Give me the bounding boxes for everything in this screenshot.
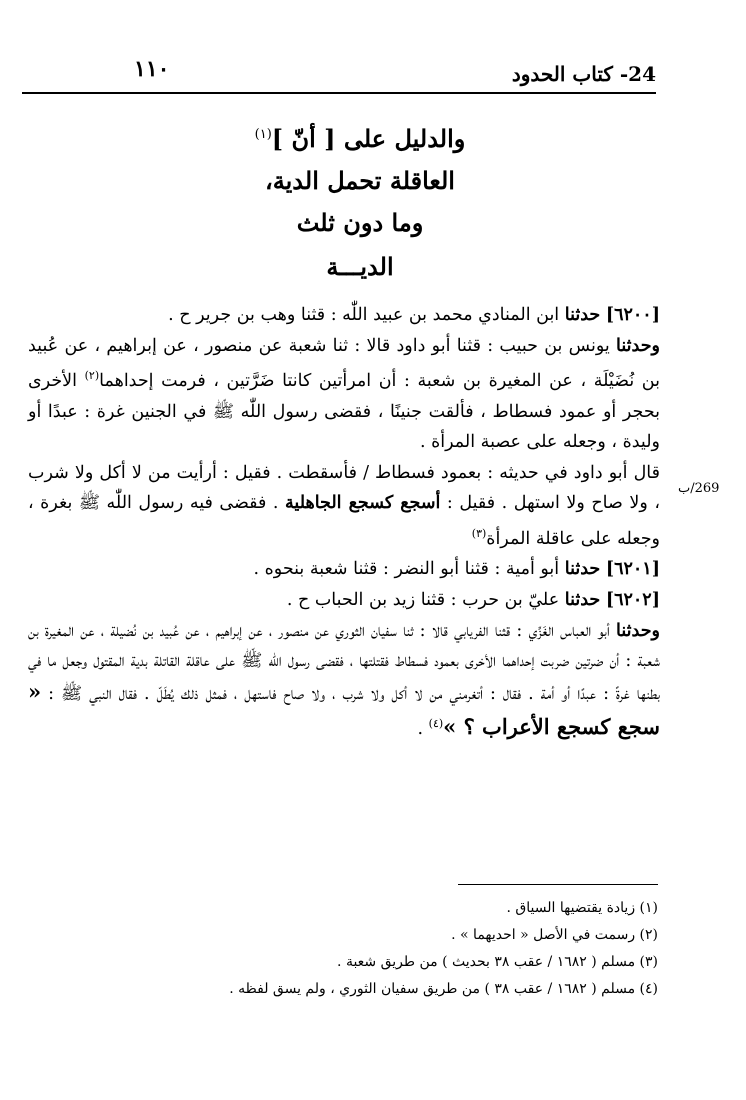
quoted-phrase: « سجع كسجع الأعراب ؟ »	[28, 678, 660, 740]
hadith-6200-chain-2	[28, 331, 660, 458]
sentence-end: .	[417, 719, 424, 740]
section-title-line-2: العاقلة تحمل الدية،	[265, 166, 455, 195]
hadith-6202	[28, 585, 660, 616]
running-title: 24- كتاب الحدود	[511, 62, 656, 86]
narration-text-cont: الأخرى بحجر أو عمود فسطاط ، فألقت جنينًا ، فقضى رسول اللّٰه ﷺ في الجنين غرة : عبدًا أو وليدة ، وجعله على عصبة المرأة .	[28, 371, 660, 453]
header-rule	[22, 92, 656, 94]
footnote-2: (٢) رسمت في الأصل « احديهما » .	[451, 927, 658, 943]
footnotes	[60, 895, 658, 1003]
narration-text: عليّ بن حرب : قثنا زيد بن الحباب ح .	[286, 590, 560, 610]
narration-lead: حدثنا	[564, 559, 601, 580]
footnote-ref-3: (٣)	[471, 526, 487, 540]
page-number: ١١٠	[134, 56, 170, 82]
narration-lead: وحدثنا	[616, 335, 660, 356]
quoted-phrase: أسجع كسجع الجاهلية	[285, 493, 441, 514]
footnote-3: (٣) مسلم ( ١٦٨٢ / عقب ٣٨ بحديث ) من طريق شعبة .	[337, 954, 658, 970]
narration-lead: حدثنا	[564, 590, 601, 610]
hadith-6201	[28, 554, 660, 585]
hadith-number: [٦٢٠٠]	[605, 305, 660, 325]
narration-lead: حدثنا	[564, 305, 601, 325]
manuscript-folio-note: 269/ب	[678, 481, 720, 496]
section-title-line-4: الديـــة	[326, 252, 394, 281]
hadith-number: [٦٢٠٢]	[605, 590, 660, 610]
narration-text: أبو العباس الغَزِّي : قثنا الفريابي قالا : ثنا سفيان الثوري عن منصور ، عن إبراهيم ، عن عُبيد بن نُضيلة ، عن المغيرة بن شعبة : أن ضرتين ضربت إحداهما الأخرى بعمود فسطاط فقتلتها ، فقضى رسول اللّٰه ﷺ على عاقلة القاتلة بدية المقتول وجعل ما في بطنها غرةً : عبدًا أو أمة . فقال : أتغرمني من لا أكل ولا شرب ، ولا صاح فاستهل ، فمثل ذلك يُطَلّ . فقال النبي ﷺ :	[28, 620, 660, 704]
body-text	[28, 300, 660, 745]
hadith-6202-chain-2	[28, 616, 660, 745]
narration-text: قال أبو داود في حديثه : بعمود فسطاط / فأسقطت . فقيل : أرأيت من لا أكل ولا شرب ، ولا صاح ولا استهل . فقيل :	[28, 462, 660, 514]
hadith-6200	[28, 300, 660, 331]
footnote-1: (١) زيادة يقتضيها السياق .	[506, 900, 658, 916]
narration-text-cont: . فقضى فيه رسول اللّٰه ﷺ بغرة ، وجعله على عاقلة المرأة	[28, 493, 660, 549]
footnote-ref-1: (١)	[254, 127, 272, 142]
section-title-line-3: وما دون ثلث	[296, 208, 424, 237]
footnote-ref-2: (٢)	[84, 369, 100, 383]
title-text-1: والدليل على [ أنّ ]	[271, 124, 466, 153]
abu-dawud-variant	[28, 458, 660, 555]
footnote-ref-4: (٤)	[428, 717, 444, 731]
narration-text: أبو أمية : قثنا أبو النضر : قثنا شعبة بنحوه .	[253, 559, 560, 580]
page-header	[22, 52, 656, 94]
narration-text: يونس بن حبيب : قثنا أبو داود قالا : ثنا شعبة عن منصور ، عن إبراهيم ، عن عُبيد بن نُضَيْلَة ، عن المغيرة بن شعبة : أن امرأتين كانتا ضَرَّتين ، فرمت إحداهما	[28, 335, 660, 392]
section-title-line-1	[60, 124, 660, 153]
footnote-4: (٤) مسلم ( ١٦٨٢ / عقب ٣٨ ) من طريق سفيان الثوري ، ولم يسق لفظه .	[229, 981, 658, 997]
footnote-rule	[458, 884, 658, 885]
narration-lead: وحدثنا	[616, 620, 660, 641]
hadith-number: [٦٢٠١]	[605, 559, 660, 580]
narration-text: ابن المنادي محمد بن عبيد اللّٰه : قثنا وهب بن جرير ح .	[168, 305, 560, 325]
